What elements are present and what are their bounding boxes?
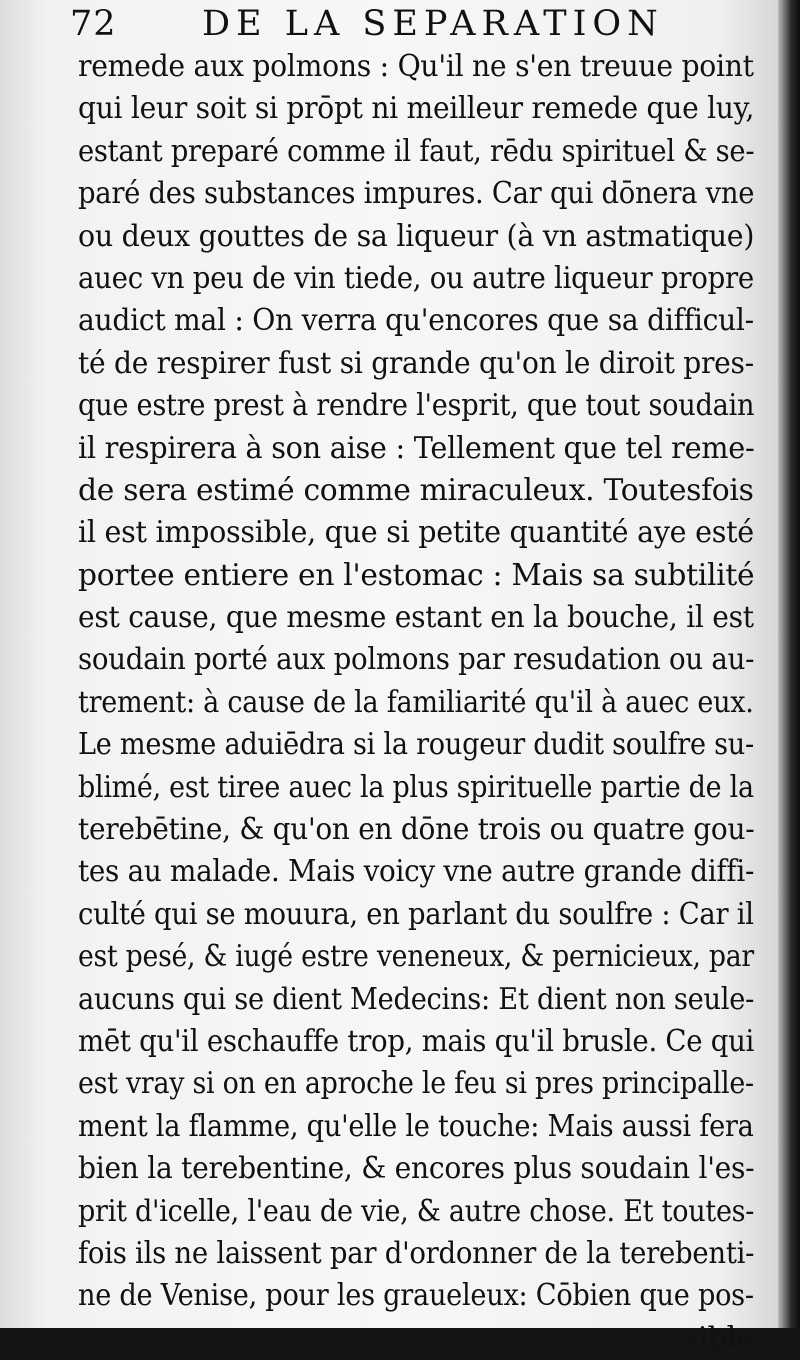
- text-line: terebētine, & qu'on en dōne trois ou quatre gou-: [78, 812, 755, 848]
- text-line: blimé, est tiree auec la plus spirituelle partie de la: [78, 769, 754, 805]
- text-line: ment la flamme, qu'elle le touche: Mais aussi fera: [78, 1108, 754, 1144]
- text-line: ne de Venise, pour les graueleux: Cōbien que pos-: [78, 1278, 754, 1314]
- text-line: Le mesme aduiēdra si la rougeur dudit soulfre su-: [78, 727, 754, 763]
- text-line: il respirera à son aise : Tellement que tel reme-: [78, 430, 755, 466]
- text-line: tes au malade. Mais voicy vne autre grande diffi-: [78, 854, 755, 890]
- text-line: est cause, que mesme estant en la bouche, il est: [78, 600, 754, 636]
- text-line: remede aux polmons : Qu'il ne s'en treuue point: [78, 49, 754, 84]
- text-line: prit d'icelle, l'eau de vie, & autre chose. Et toutes-: [78, 1193, 755, 1229]
- page-edge-shadow: [778, 0, 800, 1328]
- text-line: audict mal : On verra qu'encores que sa difficul-: [78, 303, 754, 339]
- text-line: fois ils ne laissent par d'ordonner de la terebenti-: [78, 1235, 755, 1271]
- text-line: qui leur soit si prōpt ni meilleur remede que luy,: [78, 91, 755, 127]
- text-line: estant preparé comme il faut, rēdu spirituel & se-: [78, 133, 755, 169]
- text-line: soudain porté aux polmons par resudation ou au-: [78, 642, 755, 678]
- text-line: aucuns qui se dient Medecins: Et dient non seule-: [78, 981, 755, 1017]
- text-line: trement: à cause de la familiarité qu'il à auec eux.: [78, 684, 754, 720]
- text-line: té de respirer fust si grande qu'on le diroit pres-: [78, 345, 754, 381]
- text-line: culté qui se mouura, en parlant du soulfre : Car il: [78, 896, 754, 932]
- body-text: [78, 46, 754, 1360]
- text-line: portee entiere en l'estomac : Mais sa subtilité: [78, 557, 755, 593]
- text-line: que estre prest à rendre l'esprit, que tout soudain: [78, 388, 755, 424]
- text-line: bien la terebentine, & encores plus soudain l'es-: [78, 1151, 755, 1187]
- text-line: de sera estimé comme miraculeux. Toutesfois: [78, 472, 754, 508]
- page-number: 72: [70, 4, 117, 44]
- text-line: mēt qu'il eschauffe trop, mais qu'il brusle. Ce qui: [78, 1023, 755, 1059]
- running-title: DE LA SEPARATION: [202, 4, 664, 44]
- page-header: [70, 4, 710, 44]
- text-line: auec vn peu de vin tiede, ou autre liqueur propre: [78, 260, 754, 296]
- text-line: il est impossible, que si petite quantité aye esté: [78, 515, 754, 551]
- text-line: est pesé, & iugé estre veneneux, & pernicieux, par: [78, 939, 754, 975]
- text-line: paré des substances impures. Car qui dōnera vne: [78, 176, 755, 212]
- text-line: est vray si on en aproche le feu si pres principalle-: [78, 1066, 754, 1102]
- catchword: sible: [682, 1320, 754, 1356]
- text-line: ou deux gouttes de sa liqueur (à vn astmatique): [78, 218, 755, 254]
